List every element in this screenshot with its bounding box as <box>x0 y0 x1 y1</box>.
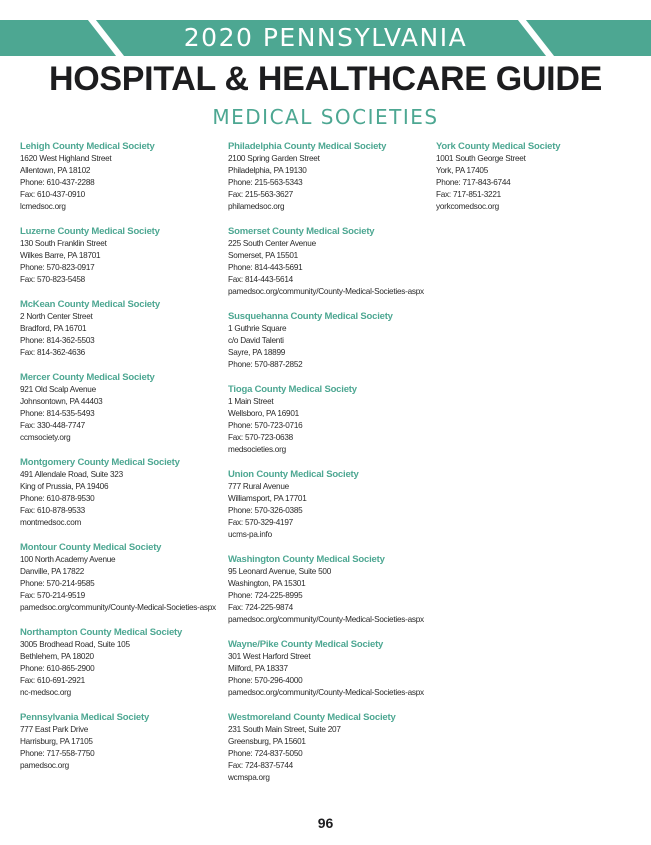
society-detail-line: Philadelphia, PA 19130 <box>228 166 307 175</box>
society-detail-line: Bethlehem, PA 18020 <box>20 652 94 661</box>
society-detail-line: yorkcomedsoc.org <box>436 202 499 211</box>
society-detail-line: pamedsoc.org/community/County-Medical-Societies-aspx <box>228 688 424 697</box>
society-detail-line: Phone: 717-843-6744 <box>436 178 511 187</box>
society-detail-line: 301 West Harford Street <box>228 652 311 661</box>
society-name: Wayne/Pike County Medical Society <box>228 639 384 650</box>
society-detail-line: Phone: 570-887-2852 <box>228 360 303 369</box>
society-detail-line: Fax: 814-443-5614 <box>228 275 293 284</box>
banner-title: 2020 PENNSYLVANIA <box>183 23 468 52</box>
society-detail-line: Washington, PA 15301 <box>228 579 306 588</box>
society-detail-line: Fax: 570-214-9519 <box>20 591 85 600</box>
society-detail-line: 491 Allendale Road, Suite 323 <box>20 470 123 479</box>
society-entry <box>20 542 230 614</box>
society-detail-line: pamedsoc.org <box>20 761 69 770</box>
society-detail-line: medsocieties.org <box>228 445 286 454</box>
society-detail-line: Phone: 570-214-9585 <box>20 579 95 588</box>
society-detail-line: 777 East Park Drive <box>20 725 89 734</box>
society-detail-line: Sayre, PA 18899 <box>228 348 286 357</box>
society-detail-line: Wilkes Barre, PA 18701 <box>20 251 101 260</box>
society-entry <box>228 469 438 541</box>
society-entry <box>228 639 438 699</box>
society-detail-line: 100 North Academy Avenue <box>20 555 116 564</box>
society-entry <box>20 712 230 772</box>
society-entry <box>20 372 230 444</box>
society-entry <box>228 384 438 456</box>
society-detail-line: ucms-pa.info <box>228 530 272 539</box>
society-entry <box>228 141 438 213</box>
society-detail-line: Johnsontown, PA 44403 <box>20 397 103 406</box>
society-detail-line: 231 South Main Street, Suite 207 <box>228 725 341 734</box>
society-detail-line: 2100 Spring Garden Street <box>228 154 320 163</box>
society-entry <box>20 141 230 213</box>
directory-column-1 <box>20 141 230 785</box>
society-detail-line: Phone: 814-362-5503 <box>20 336 95 345</box>
society-entry <box>228 311 438 371</box>
page-title: HOSPITAL & HEALTHCARE GUIDE <box>49 60 602 98</box>
society-detail-line: Phone: 570-326-0385 <box>228 506 303 515</box>
society-detail-line: Fax: 724-225-9874 <box>228 603 293 612</box>
society-detail-line: pamedsoc.org/community/County-Medical-Societies-aspx <box>228 615 424 624</box>
society-name: Montour County Medical Society <box>20 542 162 553</box>
society-entry <box>20 299 230 359</box>
society-detail-line: Phone: 814-443-5691 <box>228 263 303 272</box>
society-detail-line: Phone: 570-723-0716 <box>228 421 303 430</box>
society-detail-line: 95 Leonard Avenue, Suite 500 <box>228 567 332 576</box>
society-name: Union County Medical Society <box>228 469 359 480</box>
society-detail-line: montmedsoc.com <box>20 518 82 527</box>
society-name: Mercer County Medical Society <box>20 372 155 383</box>
society-entry <box>436 141 636 213</box>
page-number: 96 <box>317 815 334 831</box>
society-detail-line: Harrisburg, PA 17105 <box>20 737 93 746</box>
society-detail-line: Fax: 570-723-0638 <box>228 433 293 442</box>
society-detail-line: Bradford, PA 16701 <box>20 324 87 333</box>
society-detail-line: Phone: 610-878-9530 <box>20 494 95 503</box>
society-detail-line: wcmspa.org <box>228 773 270 782</box>
society-name: Montgomery County Medical Society <box>20 457 180 468</box>
society-detail-line: Phone: 724-225-8995 <box>228 591 303 600</box>
directory-column-3 <box>436 141 636 226</box>
society-detail-line: Phone: 610-865-2900 <box>20 664 95 673</box>
society-detail-line: Allentown, PA 18102 <box>20 166 91 175</box>
society-detail-line: pamedsoc.org/community/County-Medical-Societies-aspx <box>228 287 424 296</box>
society-detail-line: 3005 Brodhead Road, Suite 105 <box>20 640 130 649</box>
society-detail-line: Phone: 717-558-7750 <box>20 749 95 758</box>
society-entry <box>20 627 230 699</box>
society-name: Pennsylvania Medical Society <box>20 712 150 723</box>
society-detail-line: c/o David Talenti <box>228 336 284 345</box>
society-detail-line: Phone: 814-535-5493 <box>20 409 95 418</box>
society-name: McKean County Medical Society <box>20 299 160 310</box>
society-name: Luzerne County Medical Society <box>20 226 160 237</box>
society-detail-line: lcmedsoc.org <box>20 202 66 211</box>
society-name: Lehigh County Medical Society <box>20 141 155 152</box>
society-detail-line: Somerset, PA 15501 <box>228 251 298 260</box>
society-detail-line: 1001 South George Street <box>436 154 526 163</box>
society-entry <box>228 554 438 626</box>
society-name: Northampton County Medical Society <box>20 627 183 638</box>
society-detail-line: Fax: 717-851-3221 <box>436 190 501 199</box>
society-detail-line: Phone: 570-296-4000 <box>228 676 303 685</box>
society-detail-line: Fax: 724-837-5744 <box>228 761 293 770</box>
society-detail-line: 777 Rural Avenue <box>228 482 289 491</box>
society-detail-line: 130 South Franklin Street <box>20 239 107 248</box>
society-detail-line: pamedsoc.org/community/County-Medical-Societies-aspx <box>20 603 216 612</box>
society-detail-line: Phone: 724-837-5050 <box>228 749 303 758</box>
society-detail-line: nc-medsoc.org <box>20 688 71 697</box>
society-detail-line: Williamsport, PA 17701 <box>228 494 307 503</box>
society-detail-line: 1620 West Highland Street <box>20 154 112 163</box>
society-detail-line: 225 South Center Avenue <box>228 239 316 248</box>
society-name: Washington County Medical Society <box>228 554 385 565</box>
society-detail-line: Fax: 330-448-7747 <box>20 421 85 430</box>
society-detail-line: Fax: 215-563-3627 <box>228 190 293 199</box>
society-name: Philadelphia County Medical Society <box>228 141 387 152</box>
society-entry <box>20 457 230 529</box>
society-detail-line: Fax: 610-878-9533 <box>20 506 85 515</box>
society-detail-line: King of Prussia, PA 19406 <box>20 482 109 491</box>
society-detail-line: 1 Main Street <box>228 397 274 406</box>
society-detail-line: Danville, PA 17822 <box>20 567 85 576</box>
society-detail-line: Fax: 814-362-4636 <box>20 348 85 357</box>
society-detail-line: Fax: 610-437-0910 <box>20 190 85 199</box>
society-name: Susquehanna County Medical Society <box>228 311 393 322</box>
society-detail-line: Greensburg, PA 15601 <box>228 737 306 746</box>
society-detail-line: 2 North Center Street <box>20 312 93 321</box>
society-name: Somerset County Medical Society <box>228 226 375 237</box>
society-detail-line: York, PA 17405 <box>436 166 489 175</box>
society-entry <box>228 226 438 298</box>
society-detail-line: ccmsociety.org <box>20 433 71 442</box>
society-detail-line: philamedsoc.org <box>228 202 285 211</box>
society-entry <box>228 712 438 784</box>
directory-column-2 <box>228 141 438 797</box>
society-name: Tioga County Medical Society <box>228 384 357 395</box>
society-detail-line: Wellsboro, PA 16901 <box>228 409 299 418</box>
society-detail-line: 921 Old Scalp Avenue <box>20 385 96 394</box>
society-name: Westmoreland County Medical Society <box>228 712 396 723</box>
society-detail-line: Fax: 570-329-4197 <box>228 518 293 527</box>
society-detail-line: 1 Guthrie Square <box>228 324 287 333</box>
society-detail-line: Phone: 215-563-5343 <box>228 178 303 187</box>
society-detail-line: Fax: 610-691-2921 <box>20 676 85 685</box>
society-entry <box>20 226 230 286</box>
society-detail-line: Fax: 570-823-5458 <box>20 275 85 284</box>
society-detail-line: Phone: 610-437-2288 <box>20 178 95 187</box>
society-detail-line: Milford, PA 18337 <box>228 664 288 673</box>
section-title: MEDICAL SOCIETIES <box>212 105 439 129</box>
society-detail-line: Phone: 570-823-0917 <box>20 263 95 272</box>
society-name: York County Medical Society <box>436 141 561 152</box>
